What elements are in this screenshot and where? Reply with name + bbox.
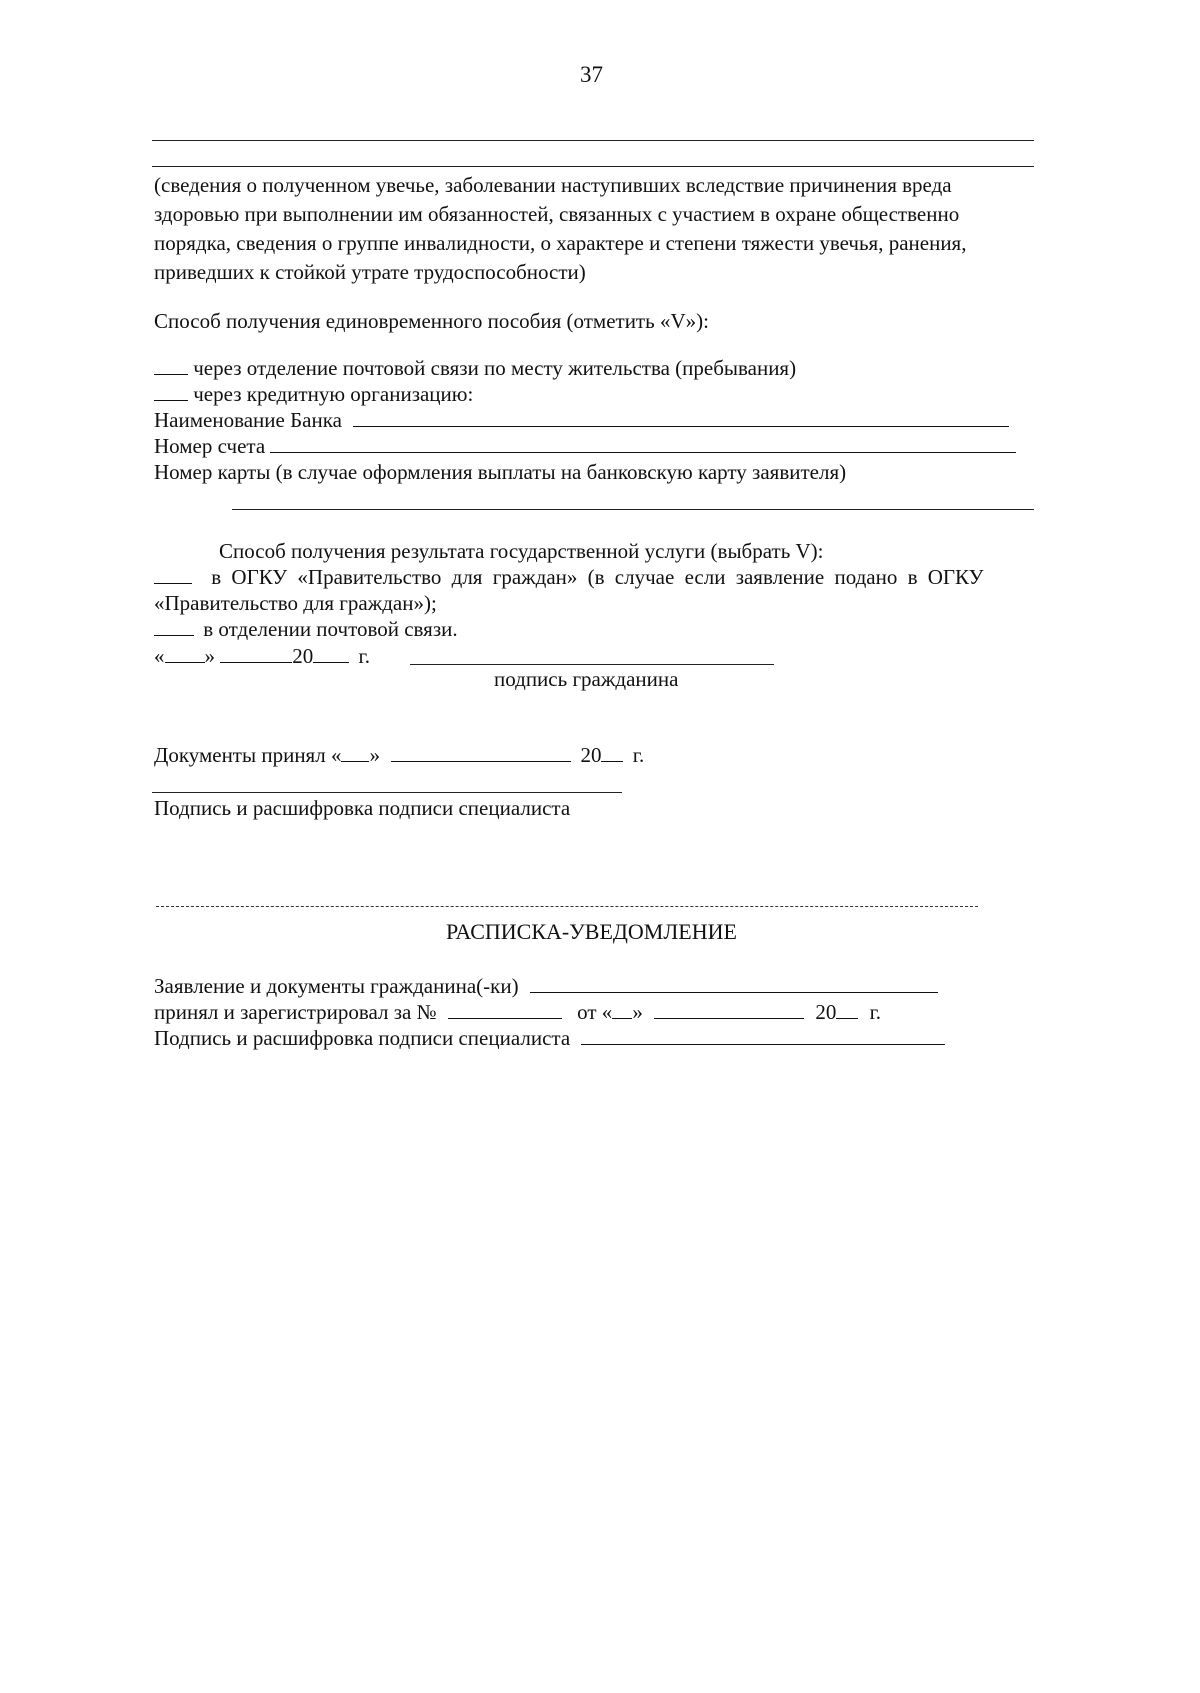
year-suffix: г. bbox=[632, 743, 645, 767]
injury-caption-line: здоровью при выполнении им обязанностей, связанных с участием в охране общественно bbox=[154, 202, 960, 226]
page-number: 37 bbox=[580, 62, 603, 87]
quote-open: « bbox=[154, 644, 165, 668]
payment-option-post-label: через отделение почтовой связи по месту жительства (пребывания) bbox=[193, 356, 797, 380]
bank-name-row bbox=[154, 407, 1009, 433]
bank-name-field[interactable] bbox=[353, 408, 1009, 427]
checkbox-blank[interactable] bbox=[154, 382, 188, 401]
result-method-title: Способ получения результата государственной услуги (выбрать V): bbox=[219, 539, 824, 563]
year-field[interactable] bbox=[313, 644, 349, 663]
year-prefix: 20 bbox=[292, 644, 314, 668]
result-option-post[interactable] bbox=[154, 616, 458, 642]
blank-line-top-2 bbox=[152, 166, 1034, 167]
year-field[interactable] bbox=[601, 743, 623, 762]
receipt-line-1-label: Заявление и документы гражданина(-ки) bbox=[154, 974, 519, 998]
cut-line bbox=[156, 906, 978, 907]
citizen-signature-caption: подпись гражданина bbox=[494, 667, 679, 691]
blank-line-top-1 bbox=[152, 140, 1034, 141]
day-field[interactable] bbox=[165, 644, 205, 663]
checkbox-blank[interactable] bbox=[154, 356, 188, 375]
receipt-signature-field[interactable] bbox=[581, 1026, 945, 1045]
receipt-line-3 bbox=[154, 1025, 945, 1051]
result-option-post-label: в отделении почтовой связи. bbox=[203, 617, 458, 641]
specialist-signature-field[interactable] bbox=[152, 792, 622, 793]
applicant-name-field[interactable] bbox=[530, 974, 938, 993]
result-option-ogku-cont: «Правительство для граждан»); bbox=[154, 591, 437, 615]
from-label: от « bbox=[577, 1000, 613, 1024]
day-field[interactable] bbox=[341, 743, 369, 762]
payment-option-bank[interactable] bbox=[154, 381, 473, 407]
bank-name-label: Наименование Банка bbox=[154, 408, 342, 432]
day-field[interactable] bbox=[612, 1000, 632, 1019]
card-number-field[interactable] bbox=[232, 509, 1034, 510]
date-line bbox=[154, 643, 370, 669]
checkbox-blank[interactable] bbox=[154, 617, 194, 636]
month-field[interactable] bbox=[391, 743, 571, 762]
result-option-ogku-label: в ОГКУ «Правительство для граждан» (в случае если заявление подано в ОГКУ bbox=[211, 565, 984, 589]
quote-close: » bbox=[632, 1000, 643, 1024]
specialist-signature-caption: Подпись и расшифровка подписи специалиста bbox=[154, 796, 571, 820]
result-option-ogku[interactable] bbox=[154, 564, 984, 590]
receipt-line-1 bbox=[154, 973, 938, 999]
checkbox-blank[interactable] bbox=[154, 565, 192, 584]
injury-caption-line: приведших к стойкой утрате трудоспособности) bbox=[154, 260, 586, 284]
month-field[interactable] bbox=[220, 644, 292, 663]
payment-option-bank-label: через кредитную организацию: bbox=[193, 382, 474, 406]
injury-caption-line: (сведения о полученном увечье, заболевании наступивших вследствие причинения вреда bbox=[154, 173, 952, 197]
receipt-line-3-label: Подпись и расшифровка подписи специалиста bbox=[154, 1026, 571, 1050]
year-suffix: г. bbox=[869, 1000, 882, 1024]
injury-caption-line: порядка, сведения о группе инвалидности, о характере и степени тяжести увечья, ранения, bbox=[154, 231, 967, 255]
year-field[interactable] bbox=[836, 1000, 858, 1019]
year-prefix: 20 bbox=[815, 1000, 837, 1024]
accepted-line bbox=[154, 742, 644, 768]
receipt-title: РАСПИСКА-УВЕДОМЛЕНИЕ bbox=[446, 919, 737, 944]
accepted-label: Документы принял « bbox=[154, 743, 342, 767]
card-label: Номер карты (в случае оформления выплаты на банковскую карту заявителя) bbox=[154, 460, 847, 484]
registration-number-field[interactable] bbox=[448, 1000, 562, 1019]
account-label: Номер счета bbox=[154, 434, 266, 458]
account-row bbox=[154, 433, 1016, 459]
receipt-line-2-label: принял и зарегистрировал за № bbox=[154, 1000, 437, 1024]
account-field[interactable] bbox=[270, 434, 1016, 453]
payment-option-post[interactable] bbox=[154, 355, 796, 381]
payment-method-title: Способ получения единовременного пособия (отметить «V»): bbox=[154, 309, 709, 333]
quote-close: » bbox=[204, 644, 215, 668]
year-prefix: 20 bbox=[580, 743, 602, 767]
year-suffix: г. bbox=[358, 644, 370, 668]
quote-close: » bbox=[369, 743, 380, 767]
citizen-signature-field[interactable] bbox=[410, 664, 774, 665]
month-field[interactable] bbox=[654, 1000, 804, 1019]
receipt-line-2 bbox=[154, 999, 881, 1025]
